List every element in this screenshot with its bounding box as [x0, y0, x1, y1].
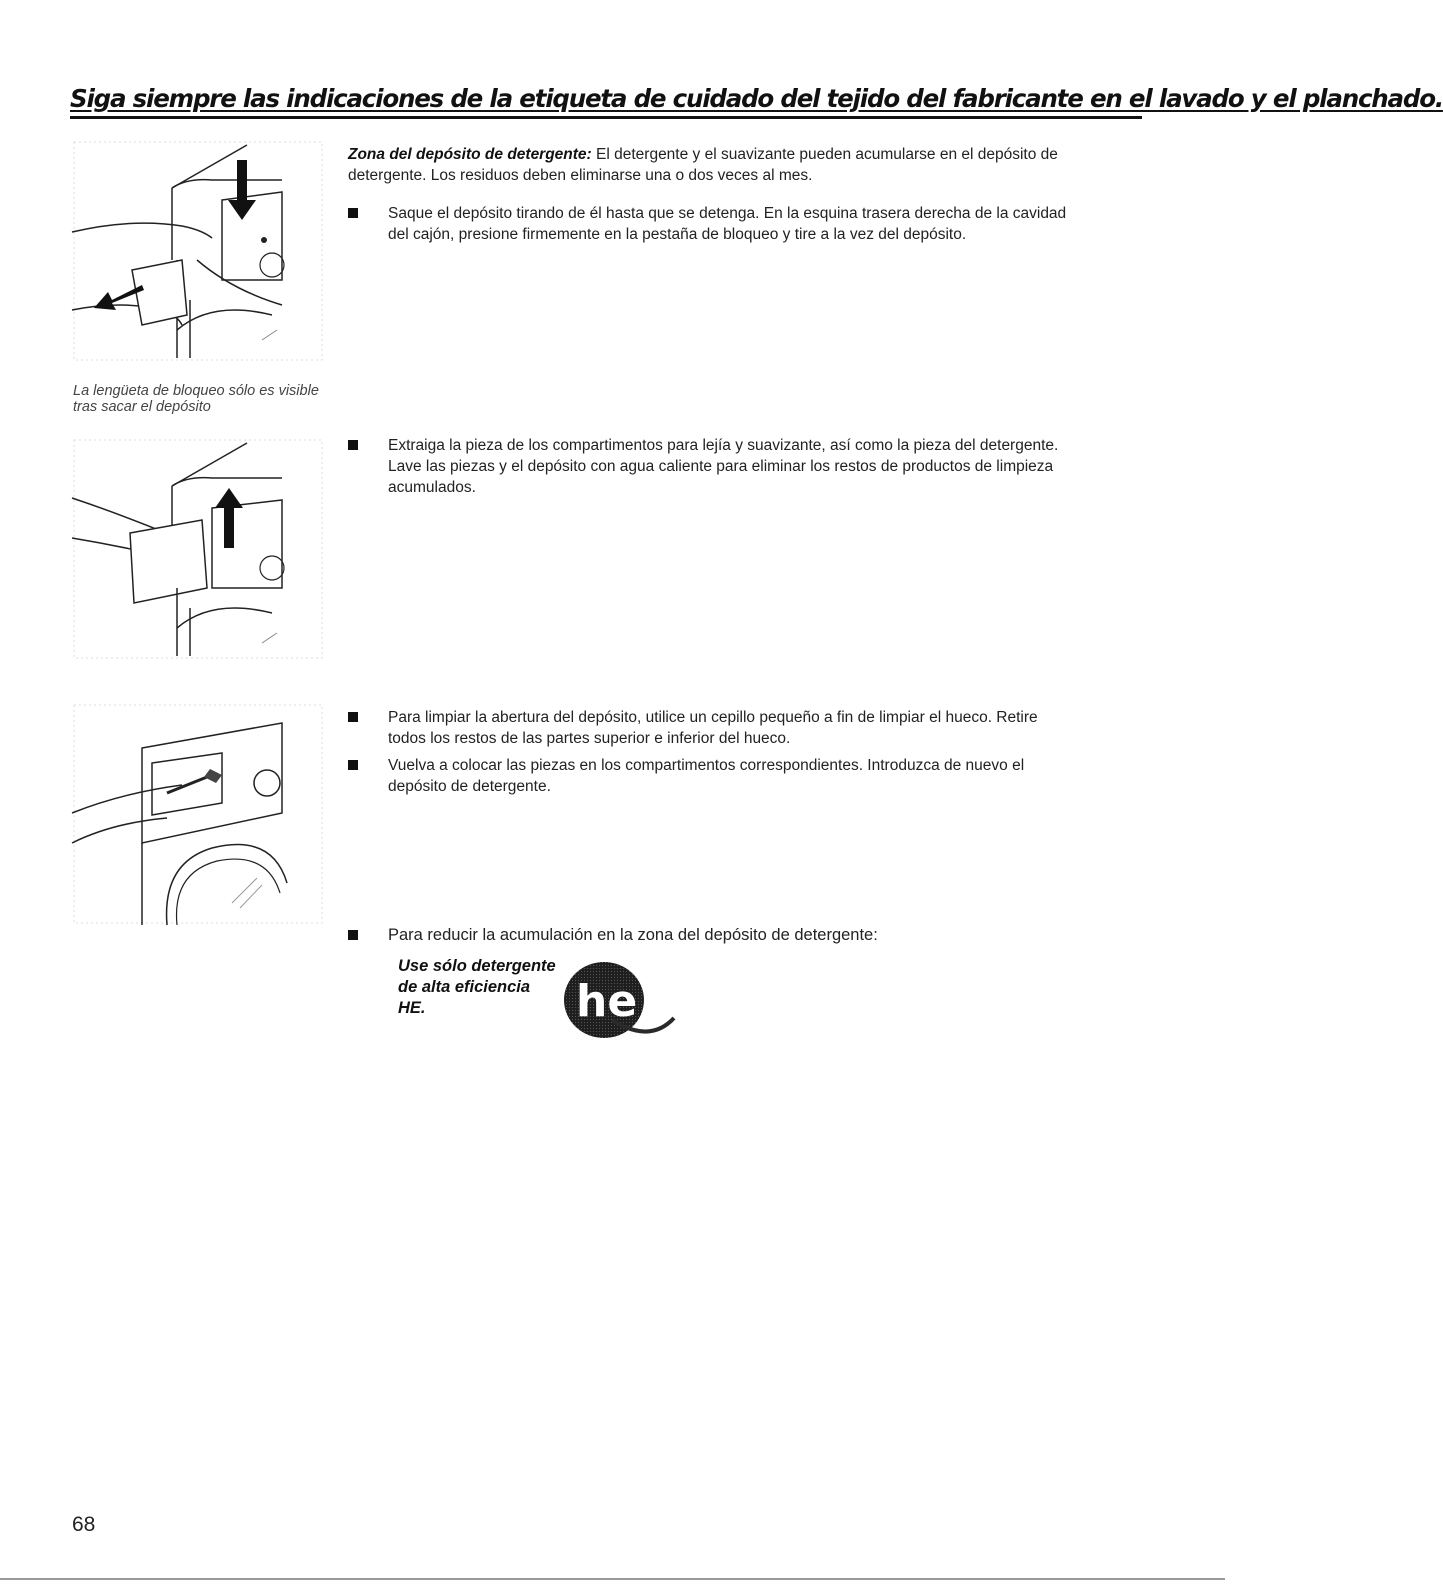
- list-item: [348, 707, 1078, 749]
- bullet-group-2: [348, 435, 1078, 504]
- he-logo-text: he: [576, 976, 638, 1027]
- list-item-text: Saque el depósito tirando de él hasta que se detenga. En la esquina trasera derecha de la cavidad del cajón, presione firmemente en la pestaña de bloqueo y tire a la vez del depósito.: [388, 205, 1067, 243]
- bullet-group-1: [348, 203, 1078, 251]
- list-item-text: Extraiga la pieza de los compartimentos para lejía y suavizante, así como la pieza del detergente. Lave las piezas y el depósito con agua caliente para eliminar los restos de productos de limpieza acumulados.: [388, 437, 1059, 496]
- list-item: [348, 755, 1078, 797]
- list-item-text: Para reducir la acumulación en la zona del depósito de detergente:: [388, 926, 878, 944]
- figure-caption: La lengüeta de bloqueo sólo es visible tras sacar el depósito: [73, 383, 319, 415]
- bullet-icon: [348, 760, 358, 770]
- intro-paragraph: [348, 144, 1078, 186]
- list-item: [348, 925, 1078, 946]
- illustration-brush-cleaning: [72, 703, 324, 925]
- section-intro: [348, 144, 1078, 186]
- intro-lead: Zona del depósito de detergente:: [348, 146, 592, 163]
- list-item: [348, 435, 1078, 498]
- bullet-icon: [348, 440, 358, 450]
- intro-text: El detergente y el suavizante pueden acumularse en el depósito de detergente. Los residuos deben eliminarse una o dos veces al mes.: [348, 146, 1058, 184]
- bullet-icon: [348, 930, 358, 940]
- he-logo-icon: [562, 958, 682, 1047]
- he-note: Use sólo detergente de alta eficiencia HE.: [398, 957, 556, 1017]
- page-header: [70, 82, 1443, 119]
- illustration-clean-parts: [72, 438, 324, 660]
- bullet-group-3: [348, 707, 1078, 803]
- bullet-icon: [348, 208, 358, 218]
- list-item-text: Vuelva a colocar las piezas en los compartimentos correspondientes. Introduzca de nuevo el depósito de detergente.: [388, 757, 1025, 795]
- page-title: Siga siempre las indicaciones de la etiqueta de cuidado del tejido del fabricante en el lavado y el planchado.: [70, 84, 1443, 113]
- list-item: [348, 203, 1078, 245]
- bullet-group-4: [348, 925, 1078, 952]
- bottom-divider: [0, 1578, 1225, 1580]
- bullet-icon: [348, 712, 358, 722]
- illustration-remove-dispenser: [72, 140, 324, 362]
- list-item-text: Para limpiar la abertura del depósito, utilice un cepillo pequeño a fin de limpiar el hueco. Retire todos los restos de las partes superior e inferior del hueco.: [388, 709, 1038, 747]
- page-number: 68: [72, 1513, 96, 1536]
